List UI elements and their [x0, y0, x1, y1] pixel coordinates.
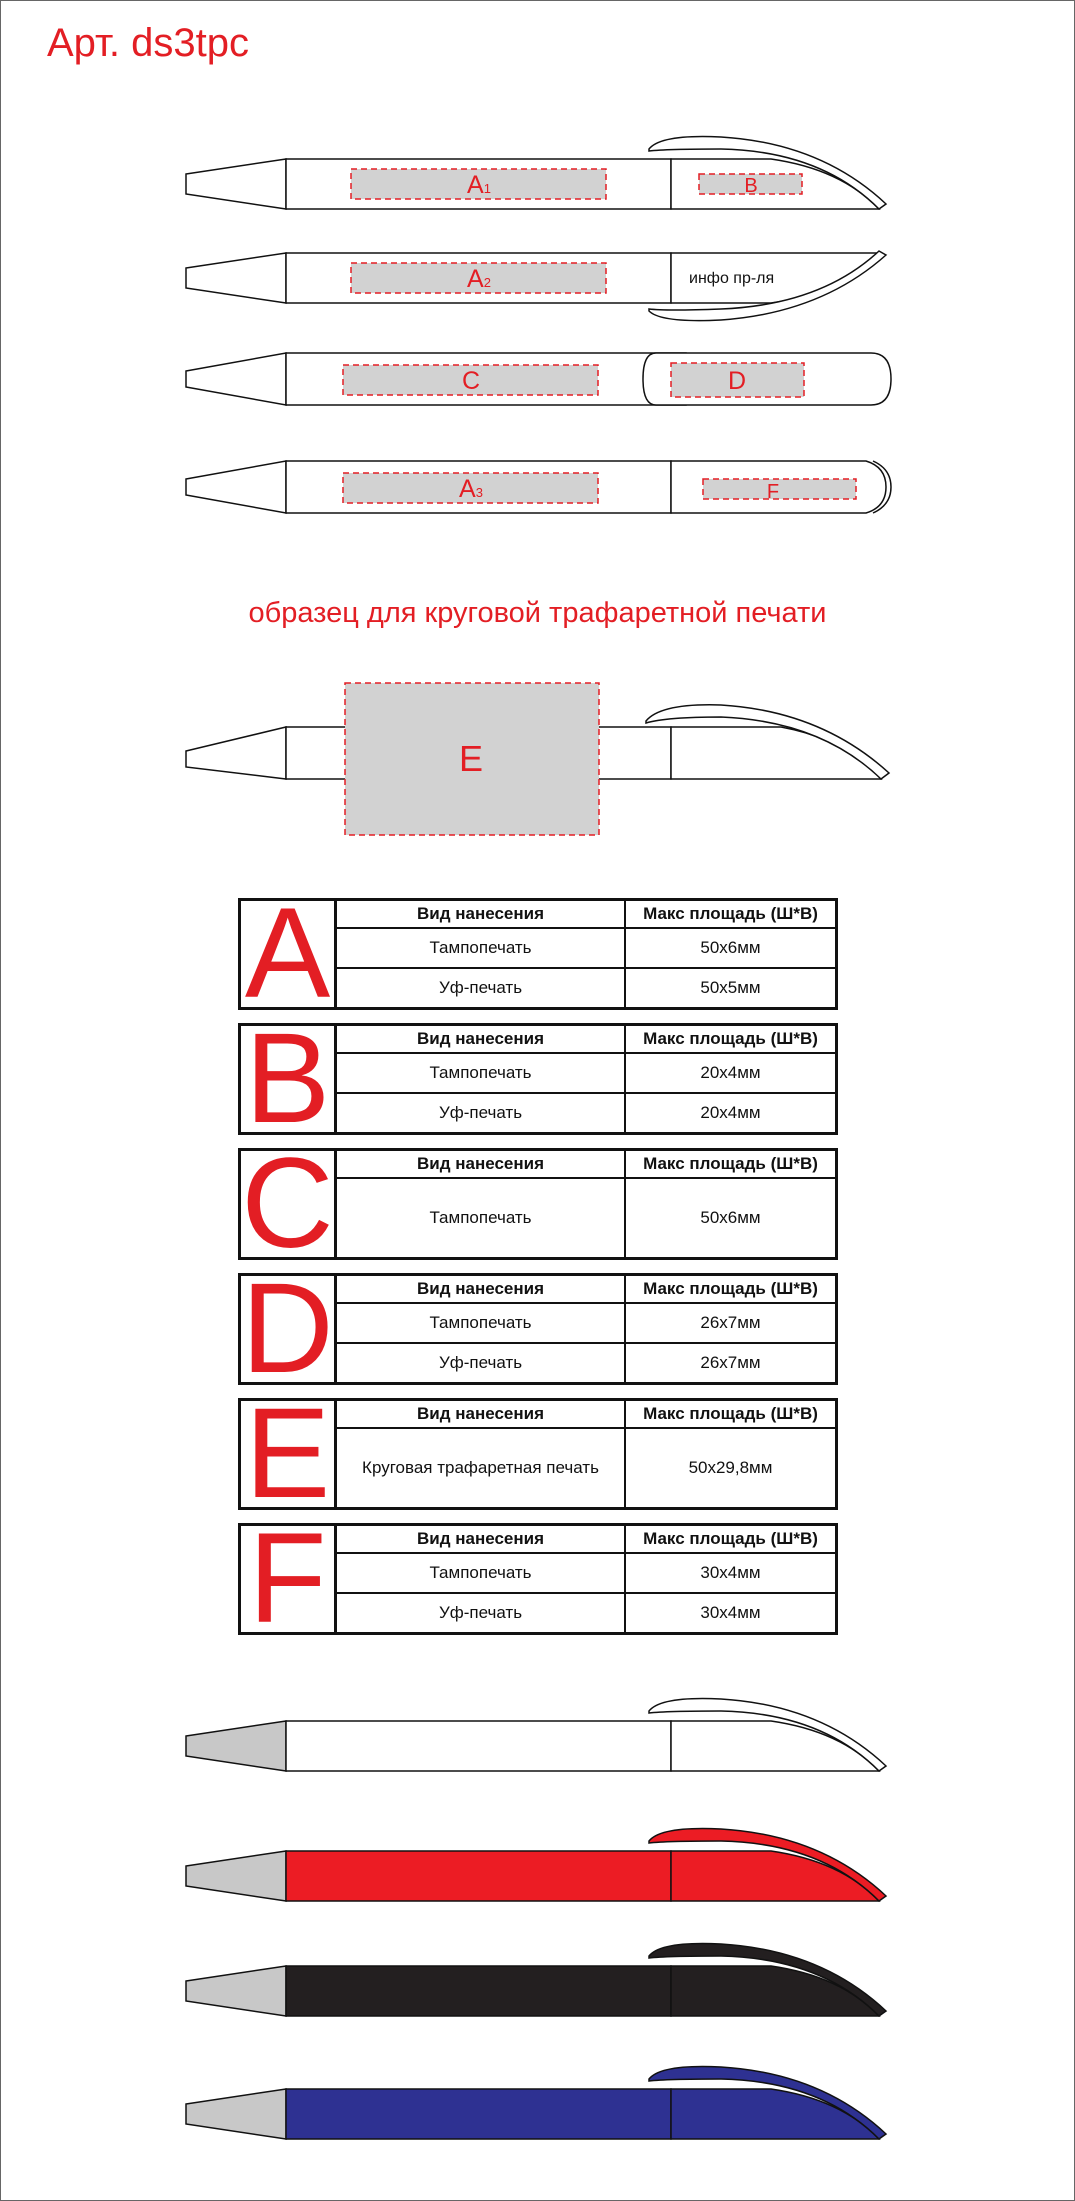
spec-letter: E: [241, 1401, 337, 1507]
method-cell: Уф-печать: [337, 968, 625, 1007]
spec-table-D: [238, 1273, 838, 1385]
area-label: E: [458, 738, 484, 779]
pen-barrel: [286, 1851, 671, 1901]
pen-tip: [186, 1966, 286, 2016]
header-size: Макс площадь (Ш*В): [625, 1026, 835, 1053]
spec-letter: A: [241, 901, 337, 1007]
article-title: Арт. ds3tpc: [47, 21, 250, 65]
pen-color-variant: [1, 1691, 1074, 1791]
pen-color-variant: [1, 1936, 1074, 2036]
pen-tip: [186, 461, 286, 513]
size-cell: 50x29,8мм: [688, 1458, 773, 1477]
method-cell: Уф-печать: [337, 1593, 625, 1632]
pen-tip: [186, 159, 286, 209]
size-cell: 50x6мм: [700, 1208, 761, 1227]
area-label: A1: [467, 171, 491, 199]
method-cell: Тампопечать: [337, 1553, 625, 1593]
header-method: Вид нанесения: [337, 1526, 625, 1553]
spec-table-A: [238, 898, 838, 1010]
spec-table-E: [238, 1398, 838, 1510]
size-cell: 30x4мм: [700, 1603, 761, 1622]
maker-info-label: инфо пр-ля: [689, 270, 775, 287]
area-label: F: [766, 481, 780, 503]
pen-tip: [186, 1851, 286, 1901]
header-method: Вид нанесения: [337, 1151, 625, 1178]
pen-layout-2: [1, 223, 1074, 323]
wrap-print-caption: образец для круговой трафаретной печати: [248, 597, 827, 629]
pen-tip: [186, 2089, 286, 2139]
method-cell: Тампопечать: [337, 1053, 625, 1093]
header-method: Вид нанесения: [337, 1401, 625, 1428]
spec-table-F: [238, 1523, 838, 1635]
method-cell: Круговая трафаретная печать: [337, 1428, 625, 1507]
pen-layout-3: [1, 329, 1074, 429]
spec-table-C: [238, 1148, 838, 1260]
size-cell: 50x6мм: [625, 928, 835, 968]
pen-layout-1: [1, 129, 1074, 229]
header-size: Макс площадь (Ш*В): [625, 901, 835, 928]
spec-letter: B: [241, 1026, 337, 1132]
pen-wrap-sample: [1, 673, 1074, 843]
pen-barrel: [286, 2089, 671, 2139]
pen-barrel: [286, 1721, 671, 1771]
size-cell: 20x4мм: [625, 1053, 835, 1093]
spec-grid: [337, 1526, 835, 1632]
spec-grid: [337, 901, 835, 1007]
header-size: Макс площадь (Ш*В): [625, 1526, 835, 1553]
header-method: Вид нанесения: [337, 901, 625, 928]
spec-grid: [337, 1276, 835, 1382]
pen-tip: [186, 253, 286, 303]
spec-letter: D: [241, 1276, 337, 1382]
header-size: Макс площадь (Ш*В): [625, 1151, 835, 1178]
header-size: Макс площадь (Ш*В): [625, 1276, 835, 1303]
area-label: A3: [459, 475, 483, 503]
print-area: [703, 479, 856, 499]
method-cell: Тампопечать: [337, 1178, 625, 1257]
spec-grid: [337, 1401, 835, 1507]
method-cell: Тампопечать: [337, 928, 625, 968]
area-label: C: [461, 367, 481, 395]
area-label: A2: [467, 265, 491, 293]
method-cell: Уф-печать: [337, 1093, 625, 1132]
method-cell: Тампопечать: [337, 1303, 625, 1343]
size-cell: 26x7мм: [700, 1353, 761, 1372]
pen-layout-4: [1, 437, 1074, 537]
pen-tip: [186, 1721, 286, 1771]
method-cell: Уф-печать: [337, 1343, 625, 1382]
spec-grid: [337, 1151, 835, 1257]
pen-color-variant: [1, 2059, 1074, 2159]
spec-letter: C: [241, 1151, 337, 1257]
spec-grid: [337, 1026, 835, 1132]
pen-tip: [186, 353, 286, 405]
pen-tip: [186, 727, 286, 779]
size-cell: 20x4мм: [700, 1103, 761, 1122]
area-label: D: [727, 367, 747, 395]
spec-letter: F: [241, 1526, 337, 1632]
size-cell: 50x5мм: [700, 978, 761, 997]
header-method: Вид нанесения: [337, 1026, 625, 1053]
spec-table-B: [238, 1023, 838, 1135]
header-method: Вид нанесения: [337, 1276, 625, 1303]
area-label: B: [744, 175, 758, 197]
size-cell: 30x4мм: [625, 1553, 835, 1593]
header-size: Макс площадь (Ш*В): [625, 1401, 835, 1428]
pen-barrel: [286, 1966, 671, 2016]
pen-color-variant: [1, 1821, 1074, 1921]
size-cell: 26x7мм: [625, 1303, 835, 1343]
